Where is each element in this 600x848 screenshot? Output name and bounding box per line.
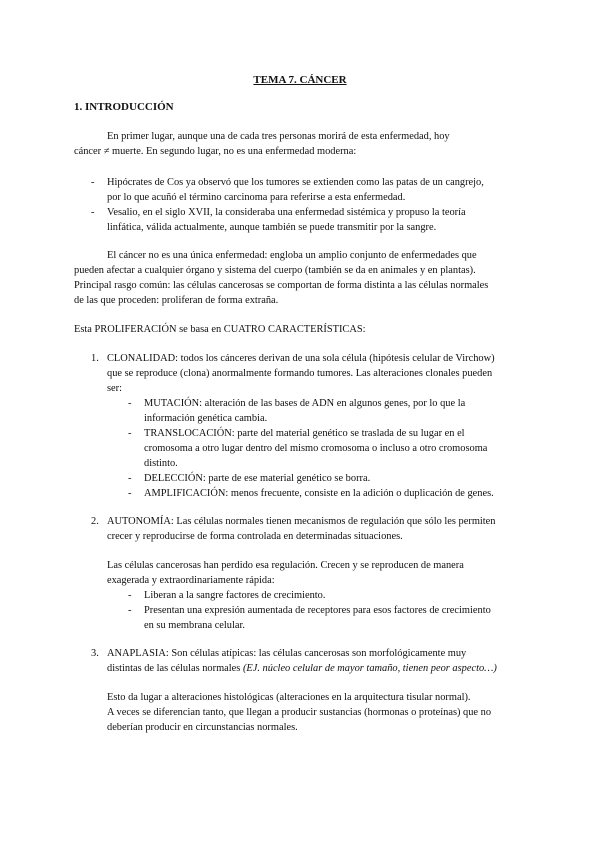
paragraph-line: A veces se diferencian tanto, que llegan a producir sustancias (hormonas o proteínas) que no xyxy=(107,707,492,718)
list-item-text-part: distintas de las células normales xyxy=(107,663,241,674)
sub-bullet-text: cromosoma a otro lugar dentro del mismo cromosoma o incluso a otro cromosoma xyxy=(144,443,488,454)
sub-bullet-text: MUTACIÓN: alteración de las bases de ADN en algunos genes, por lo que la xyxy=(144,398,466,409)
list-item-text: CLONALIDAD: todos los cánceres derivan de una sola célula (hipótesis celular de Virchow) xyxy=(107,353,495,364)
list-item-text: crecer y reproducirse de forma controlada en determinadas situaciones. xyxy=(107,531,403,542)
section-heading-introduccion: 1. INTRODUCCIÓN xyxy=(74,101,174,113)
sub-bullet-marker: - xyxy=(128,590,132,601)
sub-bullet-text: Presentan una expresión aumentada de receptores para esos factores de crecimiento xyxy=(144,605,491,616)
sub-bullet-text: información genética cambia. xyxy=(144,413,268,424)
sub-bullet-marker: - xyxy=(128,473,132,484)
list-item-text: AUTONOMÍA: Las células normales tienen mecanismos de regulación que sólo les permiten xyxy=(107,516,496,527)
bullet-text: Vesalio, en el siglo XVII, la consideraba una enfermedad sistémica y propuso la teoría xyxy=(107,207,466,218)
example-note: (EJ. núcleo celular de mayor tamaño, tienen peor aspecto…) xyxy=(242,663,497,674)
sub-bullet-marker: - xyxy=(128,488,132,499)
sub-bullet-text: Liberan a la sangre factores de crecimiento. xyxy=(144,590,326,601)
sub-bullet-marker: - xyxy=(128,398,132,409)
paragraph-line: pueden afectar a cualquier órgano y sistema del cuerpo (también se da en animales y en plantas). xyxy=(74,265,476,276)
paragraph-line: Principal rasgo común: las células cancerosas se comportan de forma distinta a las células normales xyxy=(74,280,489,291)
document-title: TEMA 7. CÁNCER xyxy=(253,74,347,86)
bullet-marker: - xyxy=(91,207,95,218)
sub-bullet-text: AMPLIFICACIÓN: menos frecuente, consiste en la adición o duplicación de genes. xyxy=(144,488,494,499)
bullet-text: linfática, válida actualmente, aunque también se puede transmitir por la sangre. xyxy=(107,222,437,233)
sub-bullet-text: TRANSLOCACIÓN: parte del material genético se traslada de su lugar en el xyxy=(144,428,465,439)
list-number: 3. xyxy=(91,648,99,659)
sub-bullet-marker: - xyxy=(128,428,132,439)
list-item-text: ser: xyxy=(107,383,123,394)
bullet-text: por lo que acuñó el término carcinoma para referirse a esta enfermedad. xyxy=(107,192,406,203)
sub-bullet-text: en su membrana celular. xyxy=(144,620,245,631)
paragraph-line: Esta PROLIFERACIÓN se basa en CUATRO CARACTERÍSTICAS: xyxy=(74,324,366,335)
paragraph-line: En primer lugar, aunque una de cada tres personas morirá de esta enfermedad, hoy xyxy=(107,131,450,142)
paragraph-line: exagerada y extraordinariamente rápida: xyxy=(107,575,275,586)
bullet-text: Hipócrates de Cos ya observó que los tumores se extienden como las patas de un cangrejo, xyxy=(107,177,484,188)
sub-bullet-text: DELECCIÓN: parte de ese material genético se borra. xyxy=(144,473,371,484)
list-number: 2. xyxy=(91,516,99,527)
paragraph-line: deberían producir en circunstancias normales. xyxy=(107,722,298,733)
list-item-text xyxy=(107,661,497,676)
sub-bullet-marker: - xyxy=(128,605,132,616)
paragraph-line: cáncer ≠ muerte. En segundo lugar, no es una enfermedad moderna: xyxy=(74,146,357,157)
list-number: 1. xyxy=(91,353,99,364)
bullet-marker: - xyxy=(91,177,95,188)
list-item-text: ANAPLASIA: Son células atípicas: las células cancerosas son morfológicamente muy xyxy=(107,648,467,659)
paragraph-line: El cáncer no es una única enfermedad: engloba un amplio conjunto de enfermedades que xyxy=(107,250,477,261)
paragraph-line: Las células cancerosas han perdido esa regulación. Crecen y se reproducen de manera xyxy=(107,560,464,571)
list-item-text: que se reproduce (clona) anormalmente formando tumores. Las alteraciones clonales pueden xyxy=(107,368,493,379)
paragraph-line: de las que proceden: proliferan de forma extraña. xyxy=(74,295,279,306)
paragraph-line: Esto da lugar a alteraciones histológicas (alteraciones en la arquitectura tisular normal). xyxy=(107,692,471,703)
sub-bullet-text: distinto. xyxy=(144,458,178,469)
